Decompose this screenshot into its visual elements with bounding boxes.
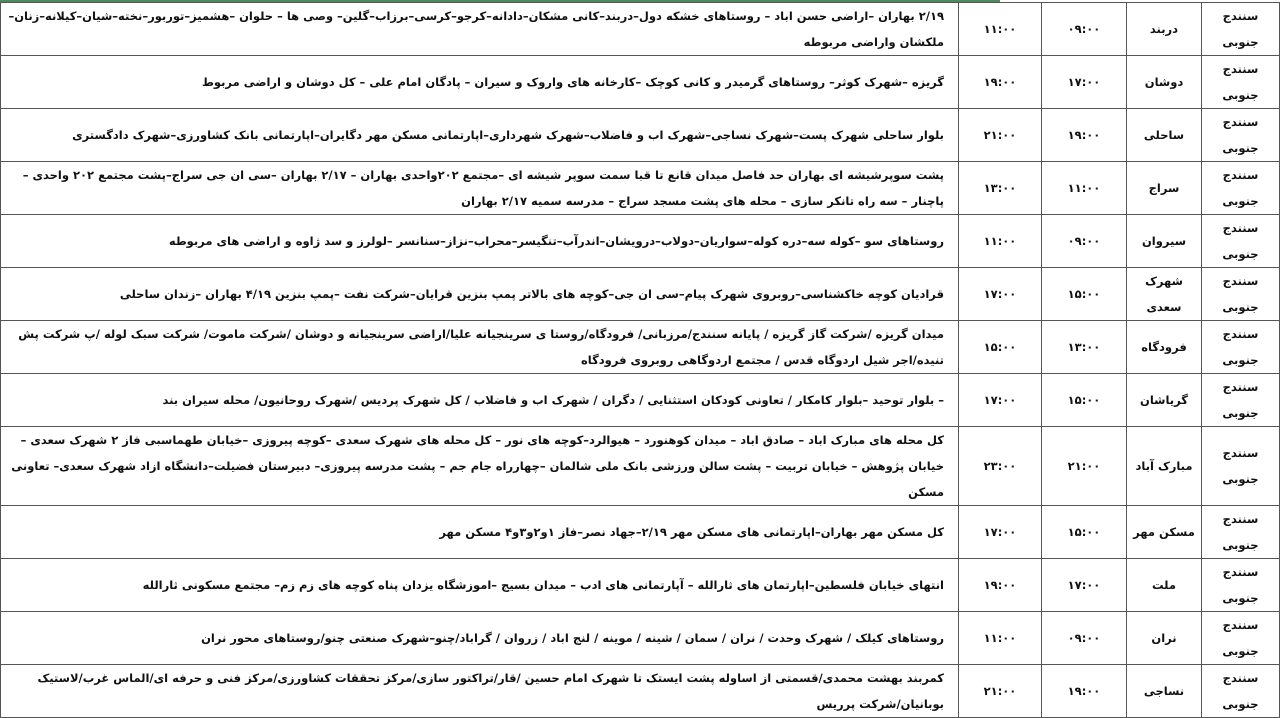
table-row [1, 215, 1280, 268]
end-time-cell: ۱۷:۰۰ [959, 506, 1042, 559]
end-time-cell: ۲۱:۰۰ [959, 109, 1042, 162]
area-cell: سراج [1127, 162, 1202, 215]
region-cell: سنندج جنوبی [1202, 427, 1280, 506]
start-time-cell: ۱۵:۰۰ [1042, 268, 1127, 321]
start-time-cell: ۱۵:۰۰ [1042, 374, 1127, 427]
region-cell: سنندج جنوبی [1202, 109, 1280, 162]
area-cell: دوشان [1127, 56, 1202, 109]
region-cell: سنندج جنوبی [1202, 374, 1280, 427]
addresses-cell: بلوار ساحلی شهرک پست–شهرک نساجی–شهرک اب و فاضلاب–شهرک شهرداری–اپارتمانی مسکن مهر دگایران–اپارتمانی بانک کشاورزی–شهرک دادگستری [1, 109, 959, 162]
table-row [1, 3, 1280, 56]
addresses-cell: انتهای خیابان فلسطین–اپارتمان های ثارالله – آپارتمانی های ادب – میدان بسیج –اموزشگاه یزدان پناه کوچه های زم زم– مجتمع مسکونی ثارالله [1, 559, 959, 612]
end-time-cell: ۱۷:۰۰ [959, 374, 1042, 427]
start-time-cell: ۱۹:۰۰ [1042, 665, 1127, 718]
addresses-cell: قرادیان کوچه خاکشناسی–روبروی شهرک پیام–سی ان جی–کوچه های بالاتر پمپ بنزین قرایان–شرکت نفت –پمپ بنزین ۴/۱۹ بهاران –زندان ساحلی [1, 268, 959, 321]
addresses-cell: میدان گریزه /شرکت گاز گریزه / پایانه سنندج/مرزبانی/ فرودگاه/روستا ی سرینجیانه علیا/اراضی سرینجیانه و دوشان /شرکت ماموت/ شرکت سبک لوله /پ شرکت پش تنیده/اجر شیل اردوگاه قدس / مجتمع اردوگاهی روبروی فرودگاه [1, 321, 959, 374]
end-time-cell: ۱۹:۰۰ [959, 56, 1042, 109]
region-cell: سنندج جنوبی [1202, 665, 1280, 718]
area-cell: نساجی [1127, 665, 1202, 718]
end-time-cell: ۱۱:۰۰ [959, 3, 1042, 56]
table-row [1, 162, 1280, 215]
area-cell: دربند [1127, 3, 1202, 56]
end-time-cell: ۱۹:۰۰ [959, 559, 1042, 612]
area-cell: ملت [1127, 559, 1202, 612]
start-time-cell: ۰۹:۰۰ [1042, 215, 1127, 268]
table-row [1, 268, 1280, 321]
start-time-cell: ۱۷:۰۰ [1042, 559, 1127, 612]
addresses-cell: کل مسکن مهر بهاران–اپارتمانی های مسکن مهر ۲/۱۹–جهاد نصر–فاز ۱و۲و۳و۴ مسکن مهر [1, 506, 959, 559]
start-time-cell: ۱۱:۰۰ [1042, 162, 1127, 215]
end-time-cell: ۱۵:۰۰ [959, 321, 1042, 374]
end-time-cell: ۱۱:۰۰ [959, 215, 1042, 268]
end-time-cell: ۲۱:۰۰ [959, 665, 1042, 718]
addresses-cell: ۲/۱۹ بهاران –اراضی حسن اباد – روستاهای خشکه دول–دربند–کانی مشکان–دادانه–کرجو–کرسی–برزاب–گلین– وصی ها – حلوان –هشمیز–توربور–نخته–شیان–کیلانه–زنان–ملکشان واراضی مربوطه [1, 3, 959, 56]
end-time-cell: ۱۱:۰۰ [959, 612, 1042, 665]
start-time-cell: ۱۹:۰۰ [1042, 109, 1127, 162]
table-row [1, 559, 1280, 612]
start-time-cell: ۲۱:۰۰ [1042, 427, 1127, 506]
table-row [1, 612, 1280, 665]
addresses-cell: کمربند بهشت محمدی/قسمتی از اساوله پشت ایستک تا شهرک امام حسین /قار/تراکتور سازی/مرکز تحققات کشاورزی/مرکز فنی و حرفه ای/الماس غرب/لاستیک بوبانیان/شرکت پرریس [1, 665, 959, 718]
addresses-cell: روستاهای کیلک / شهرک وحدت / نران / سمان / شینه / موینه / لنج اباد / زروان / گراباد/چنو–شهرک صنعتی چنو/روستاهای محور نران [1, 612, 959, 665]
region-cell: سنندج جنوبی [1202, 321, 1280, 374]
end-time-cell: ۱۷:۰۰ [959, 268, 1042, 321]
start-time-cell: ۰۹:۰۰ [1042, 3, 1127, 56]
outage-schedule-table [0, 2, 1280, 718]
table-row [1, 374, 1280, 427]
area-cell: مسکن مهر [1127, 506, 1202, 559]
table-row [1, 427, 1280, 506]
region-cell: سنندج جنوبی [1202, 3, 1280, 56]
addresses-cell: کل محله های مبارک اباد – صادق اباد – میدان کوهنورد – هیوالرد–کوچه های نور – کل محله های شهرک سعدی –کوچه پیروزی –خیابان طهماسبی فاز ۲ شهرک سعدی – خیابان پژوهش – خیابان تربیت – پشت سالن ورزشی بانک ملی شالمان –چهارراه جام جم – پشت مدرسه پیروزی– دبیرستان فضیلت–دانشگاه ازاد شهرک سعدی– تعاونی مسکن [1, 427, 959, 506]
area-cell: سیروان [1127, 215, 1202, 268]
table-row [1, 665, 1280, 718]
addresses-cell: روستاهای سو –کوله سه–دره کوله–سواریان–دولاب–درویشان–اندرآب–تنگیسر–محراب–نزاز–سنانسر –لولرز و سد ژاوه و اراضی های مربوطه [1, 215, 959, 268]
end-time-cell: ۲۳:۰۰ [959, 427, 1042, 506]
area-cell: گریاشان [1127, 374, 1202, 427]
region-cell: سنندج جنوبی [1202, 559, 1280, 612]
start-time-cell: ۱۳:۰۰ [1042, 321, 1127, 374]
table-row [1, 109, 1280, 162]
addresses-cell: گریزه –شهرک کوثر– روستاهای گرمیدر و کانی کوچک –کارخانه های واروک و سیران – پادگان امام علی – کل دوشان و اراضی مربوط [1, 56, 959, 109]
addresses-cell: – بلوار توحید –بلوار کامکار / تعاونی کودکان استثنایی / دگران / شهرک اب و فاضلاب / کل شهرک پردیس /شهرک روحانیون/ محله سیران بند [1, 374, 959, 427]
region-cell: سنندج جنوبی [1202, 56, 1280, 109]
area-cell: ساحلی [1127, 109, 1202, 162]
end-time-cell: ۱۳:۰۰ [959, 162, 1042, 215]
start-time-cell: ۰۹:۰۰ [1042, 612, 1127, 665]
start-time-cell: ۱۷:۰۰ [1042, 56, 1127, 109]
area-cell: نران [1127, 612, 1202, 665]
addresses-cell: پشت سوپرشیشه ای بهاران حد فاصل میدان قانع تا قبا سمت سوپر شیشه ای –مجتمع ۲۰۲واحدی بهاران – ۲/۱۷ بهاران –سی ان جی سراج–پشت مجتمع ۲۰۲ واحدی – پاچنار – سه راه تانکر سازی – محله های پشت مسجد سراج – مدرسه سمیه ۲/۱۷ بهاران [1, 162, 959, 215]
region-cell: سنندج جنوبی [1202, 268, 1280, 321]
table-row [1, 321, 1280, 374]
area-cell: مبارک آباد [1127, 427, 1202, 506]
region-cell: سنندج جنوبی [1202, 162, 1280, 215]
table-row [1, 506, 1280, 559]
region-cell: سنندج جنوبی [1202, 506, 1280, 559]
start-time-cell: ۱۵:۰۰ [1042, 506, 1127, 559]
table-row [1, 56, 1280, 109]
area-cell: شهرک سعدی [1127, 268, 1202, 321]
area-cell: فرودگاه [1127, 321, 1202, 374]
region-cell: سنندج جنوبی [1202, 612, 1280, 665]
region-cell: سنندج جنوبی [1202, 215, 1280, 268]
